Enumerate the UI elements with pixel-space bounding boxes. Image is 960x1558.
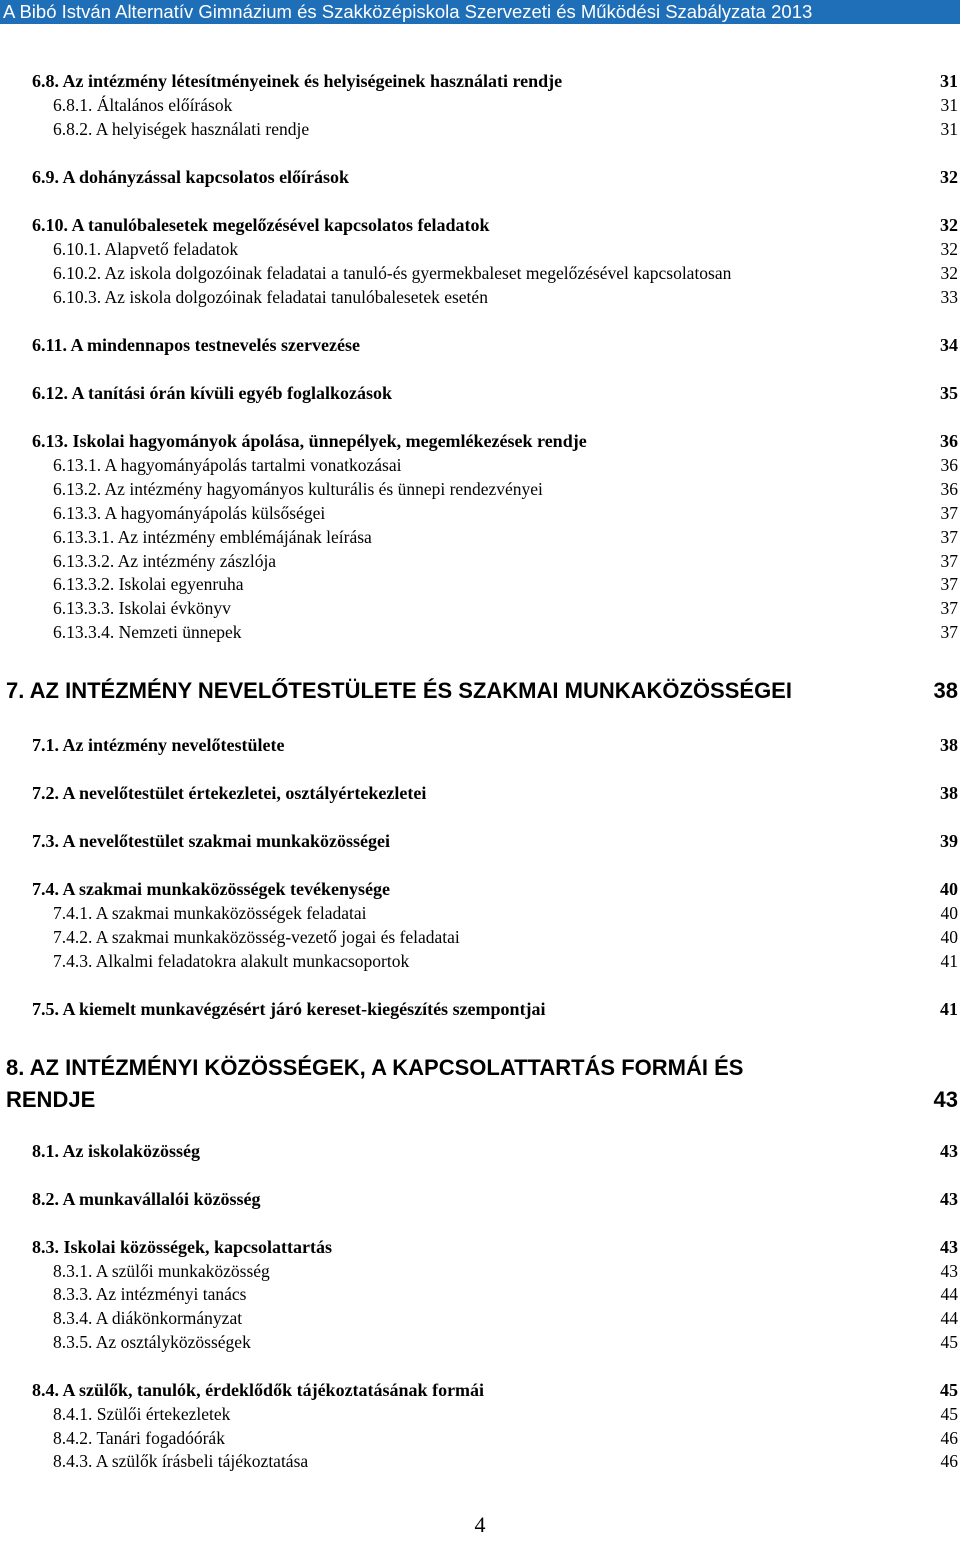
toc-entry[interactable] [0,286,960,308]
toc-page-number: 40 [940,927,958,947]
toc-entry-text: A szakmai munkaközösségek feladatai [95,903,367,923]
toc-entry-label [32,1141,200,1162]
toc-entry-label [53,622,242,643]
toc-entry-text: Az intézményi tanács [95,1284,247,1304]
toc-page-number: 35 [940,383,958,403]
toc-entry-label [32,383,392,404]
toc-entry[interactable] [0,166,960,188]
toc-entry-text: Nemzeti ünnepek [118,622,242,642]
toc-entry-number: 6.13. [32,431,68,451]
toc-entry-number: 8.4.1. [53,1404,93,1424]
toc-entry-number: 6.13.3.1. [53,527,115,547]
toc-entry-number: 8.3.3. [53,1284,93,1304]
toc-page-number: 31 [940,119,958,139]
toc-page-number: 37 [940,622,958,642]
toc-entry[interactable] [0,454,960,476]
toc-entry[interactable] [0,382,960,404]
toc-page-number: 36 [940,431,958,451]
toc-entry-number: 6.10. [32,215,68,235]
toc-entry[interactable] [0,1379,960,1401]
toc-entry-text: Alapvető feladatok [104,239,239,259]
toc-entry-text: A diákönkormányzat [95,1308,243,1328]
toc-entry[interactable] [0,478,960,500]
toc-page-number: 43 [940,1141,958,1161]
toc-entry-label [53,1332,251,1353]
toc-page-number: 43 [940,1189,958,1209]
toc-entry[interactable] [0,430,960,452]
toc-entry-text: A dohányzással kapcsolatos előírások [62,167,350,187]
toc-entry-text: Az intézmény létesítményeinek és helyiségeinek használati rendje [62,71,563,91]
toc-entry-text: Alkalmi feladatokra alakult munkacsoportok [95,951,410,971]
toc-entry-text: Iskolai közösségek, kapcsolattartás [63,1237,333,1257]
toc-page-number: 44 [940,1284,958,1304]
toc-entry-number: 6.13.3. [53,503,102,523]
toc-page-number: 34 [940,335,958,355]
toc-entry-label [32,1380,484,1401]
toc-entry-label [53,527,372,548]
toc-entry-label [53,119,309,140]
document-header-title: A Bibó István Alternatív Gimnázium és Szakközépiskola Szervezeti és Működési Szabályzata 2013 [3,1,813,22]
toc-entry-label [32,735,284,756]
toc-page-number: 37 [940,551,958,571]
toc-entry-text: Az intézmény zászlója [117,551,277,571]
toc-entry-number: 6.11. [32,335,68,355]
toc-entry-text: Az intézmény emblémájának leírása [117,527,372,547]
toc-entry-label [53,551,276,572]
toc-entry[interactable] [0,1236,960,1258]
toc-entry-number: 7.5. [32,999,59,1019]
toc-entry-label [32,431,587,452]
toc-page-number: 39 [940,831,958,851]
toc-page-number: 43 [940,1237,958,1257]
toc-entry-number: 6.8. [32,71,59,91]
toc-entry-label [6,678,792,704]
toc-entry-text: Az iskolaközösség [62,1141,201,1161]
toc-entry-number: 7.1. [32,735,59,755]
toc-entry-label [32,831,390,852]
toc-entry-text: Az osztályközösségek [95,1332,251,1352]
toc-entry-text: Az intézmény nevelőtestülete [62,735,285,755]
toc-entry-number: 8.4. [32,1380,59,1400]
toc-entry-label [53,1451,308,1472]
toc-entry[interactable] [0,118,960,140]
toc-entry-text: A szülők, tanulók, érdeklődők tájékoztatásának formái [62,1380,485,1400]
toc-entry-label [53,1284,246,1305]
toc-entry-number: 6.8.2. [53,119,93,139]
toc-entry-label [32,999,546,1020]
toc-entry[interactable] [0,734,960,756]
toc-entry-label [53,1261,270,1282]
toc-entry-number: 8.3.4. [53,1308,93,1328]
toc-chapter-heading[interactable] [0,676,960,704]
toc-entry-number: 8.4.3. [53,1451,93,1471]
toc-entry-number: 6.13.1. [53,455,102,475]
toc-page-number: 40 [940,879,958,899]
toc-entry-number: 6.13.3.2. [53,551,115,571]
toc-entry[interactable] [0,573,960,595]
toc-page-number: 36 [940,479,958,499]
toc-page-number: 37 [940,598,958,618]
toc-entry-label [32,335,360,356]
toc-page-number: 38 [940,735,958,755]
document-header-bar [0,0,960,24]
toc-entry[interactable] [0,238,960,260]
toc-entry-text: Általános előírások [96,95,233,115]
toc-entry-number: 8.3.5. [53,1332,93,1352]
toc-page-number: 32 [940,167,958,187]
toc-entry[interactable] [0,1260,960,1282]
toc-entry-text: Az iskola dolgozóinak feladatai a tanuló-és gyermekbaleset megelőzésével kapcsolatosan [104,263,732,283]
page-number: 4 [474,1512,486,1537]
toc-entry[interactable] [0,214,960,236]
toc-entry[interactable] [0,1283,960,1305]
toc-entry-text: Iskolai hagyományok ápolása, ünnepélyek, megemlékezések rendje [72,431,587,451]
toc-entry-number: 7.4.2. [53,927,93,947]
toc-entry[interactable] [0,830,960,852]
toc-entry-number: 7. [6,678,25,703]
toc-page-number: 32 [940,263,958,283]
toc-entry[interactable] [0,902,960,924]
toc-entry-text: A tanítási órán kívüli egyéb foglalkozások [71,383,393,403]
toc-page-number: 44 [940,1308,958,1328]
toc-entry-number: 6.8.1. [53,95,93,115]
toc-entry-number: 8.3.1. [53,1261,93,1281]
toc-entry-number: 6.12. [32,383,68,403]
toc-entry-label [53,1404,230,1425]
toc-entry-text: A munkavállalói közösség [62,1189,261,1209]
toc-chapter-heading-line2[interactable] [0,1085,960,1113]
toc-page-number: 43 [933,1087,958,1112]
toc-entry-text: A hagyományápolás külsőségei [104,503,326,523]
toc-entry-text: A szakmai munkaközösségek tevékenysége [62,879,391,899]
toc-page-number: 38 [940,783,958,803]
toc-entry-text: AZ INTÉZMÉNYI KÖZÖSSÉGEK, A KAPCSOLATTARTÁS FORMÁI ÉS [29,1055,744,1080]
toc-entry-text: AZ INTÉZMÉNY NEVELŐTESTÜLETE ÉS SZAKMAI MUNKAKÖZÖSSÉGEI [29,678,792,703]
toc-entry[interactable] [0,94,960,116]
toc-entry-label [53,574,244,595]
toc-entry-number: 8.2. [32,1189,59,1209]
toc-entry-label [53,503,325,524]
toc-entry-label [53,479,543,500]
toc-entry-text: A szülők írásbeli tájékoztatása [95,1451,309,1471]
toc-entry-number: 8.3. [32,1237,59,1257]
toc-chapter-heading[interactable] [6,1055,743,1081]
toc-entry-label [53,287,488,308]
toc-entry-label [32,783,426,804]
toc-page-number: 36 [940,455,958,475]
toc-entry[interactable] [0,1331,960,1353]
toc-entry-label [53,1308,242,1329]
toc-entry[interactable] [0,597,960,619]
toc-entry-number: 6.10.2. [53,263,102,283]
toc-entry-text: A szülői munkaközösség [95,1261,270,1281]
toc-page-number: 45 [940,1380,958,1400]
toc-entry-text: A kiemelt munkavégzésért járó kereset-kiegészítés szempontjai [62,999,546,1019]
toc-entry[interactable] [0,1403,960,1425]
toc-entry[interactable] [0,782,960,804]
toc-entry-number: 6.10.1. [53,239,102,259]
toc-entry[interactable] [0,878,960,900]
toc-entry-number: 6.9. [32,167,59,187]
toc-entry-label [53,455,401,476]
toc-page-number: 37 [940,503,958,523]
toc-entry[interactable] [0,1307,960,1329]
toc-entry[interactable] [0,998,960,1020]
toc-entry[interactable] [0,1188,960,1210]
toc-entry-number: 6.10.3. [53,287,102,307]
toc-page-number: 43 [940,1261,958,1281]
toc-page-number: 38 [933,678,958,703]
toc-entry-number: 7.3. [32,831,59,851]
toc-entry-label [53,263,731,284]
toc-entry[interactable] [0,1427,960,1449]
toc-entry[interactable] [0,262,960,284]
toc-entry-number: 7.4. [32,879,59,899]
toc-entry-text: A helyiségek használati rendje [95,119,310,139]
toc-entry-text: Tanári fogadóórák [96,1428,225,1448]
toc-entry-number: 7.4.3. [53,951,93,971]
toc-entry-label [53,927,460,948]
toc-page-number: 37 [940,527,958,547]
toc-page-number: 31 [940,95,958,115]
toc-entry-label [53,1428,225,1449]
toc-entry[interactable] [0,1140,960,1162]
toc-entry-text: Az intézmény hagyományos kulturális és ünnepi rendezvényei [104,479,543,499]
toc-entry[interactable] [0,502,960,524]
toc-page-number: 41 [940,951,958,971]
toc-entry-text: Az iskola dolgozóinak feladatai tanulóbalesetek esetén [104,287,488,307]
toc-entry-text: A mindennapos testnevelés szervezése [70,335,360,355]
toc-entry-label [53,951,409,972]
toc-entry-label [53,95,232,116]
toc-entry-number: 7.4.1. [53,903,93,923]
toc-page-number: 46 [940,1428,958,1448]
toc-entry-label [32,1189,261,1210]
toc-page-number: 31 [940,71,958,91]
toc-page-number: 33 [940,287,958,307]
toc-entry-label [53,239,238,260]
toc-entry-number: 6.13.3.4. [53,622,115,642]
toc-page-number: 40 [940,903,958,923]
toc-entry-number: 6.13.3.3. [53,598,115,618]
toc-entry-text: Iskolai évkönyv [118,598,231,618]
toc-entry-text: A tanulóbalesetek megelőzésével kapcsolatos feladatok [71,215,490,235]
toc-entry-number: 6.13.3.2. [53,574,115,594]
toc-entry-label [32,215,489,236]
toc-entry[interactable] [0,550,960,572]
toc-entry[interactable] [0,950,960,972]
toc-entry[interactable] [0,621,960,643]
toc-entry[interactable] [0,334,960,356]
toc-page-number: 37 [940,574,958,594]
toc-entry-label [32,1237,332,1258]
toc-entry-text: A szakmai munkaközösség-vezető jogai és feladatai [95,927,460,947]
toc-page-number: 32 [940,239,958,259]
toc-entry-number: 8.4.2. [53,1428,93,1448]
toc-entry[interactable] [0,70,960,92]
toc-page-number: 32 [940,215,958,235]
toc-entry[interactable] [0,526,960,548]
toc-page-number: 41 [940,999,958,1019]
toc-entry-label [32,71,562,92]
toc-entry-label [53,903,366,924]
toc-page-number: 45 [940,1404,958,1424]
toc-entry-number: 8.1. [32,1141,59,1161]
toc-entry-label [32,167,349,188]
toc-entry[interactable] [0,926,960,948]
toc-page-number: 45 [940,1332,958,1352]
toc-entry-text: A hagyományápolás tartalmi vonatkozásai [104,455,402,475]
toc-entry-number: 7.2. [32,783,59,803]
toc-entry-label [32,879,390,900]
toc-entry-text: A nevelőtestület szakmai munkaközösségei [62,831,391,851]
toc-entry-text: Iskolai egyenruha [118,574,244,594]
toc-entry[interactable] [0,1450,960,1472]
toc-page-number: 46 [940,1451,958,1471]
toc-entry-text-continued: RENDJE [6,1087,96,1112]
toc-entry-text: A nevelőtestület értekezletei, osztályértekezletei [62,783,427,803]
toc-entry-number: 8. [6,1055,25,1080]
toc-entry-text: Szülői értekezletek [96,1404,231,1424]
toc-entry-number: 6.13.2. [53,479,102,499]
toc-entry-label [53,598,231,619]
